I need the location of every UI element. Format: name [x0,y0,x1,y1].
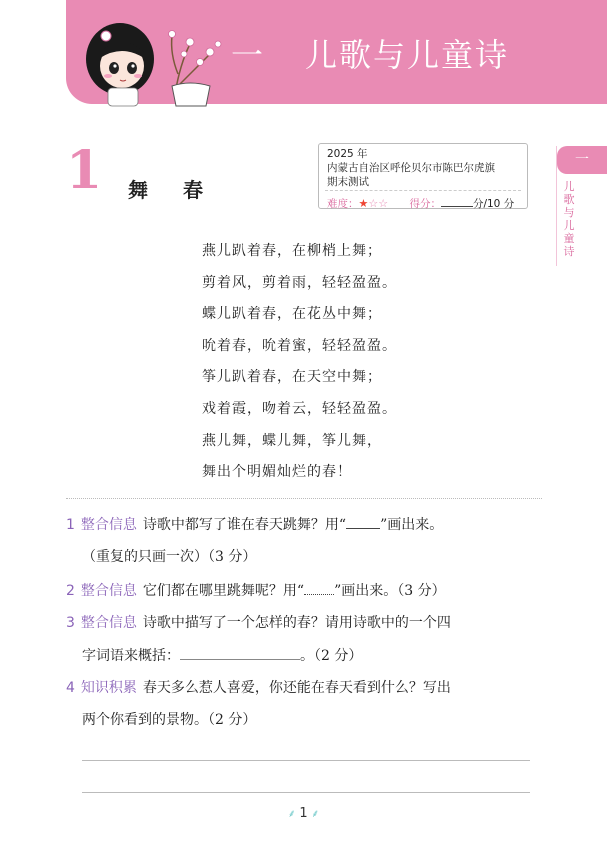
score-blank[interactable] [441,194,473,207]
empty-star-icon: ☆☆ [368,197,389,210]
question-1 [66,514,443,534]
side-tab-unit-title: 儿歌与儿童诗 [563,180,575,258]
question-4 [66,677,451,697]
question-tag: 整合信息 [80,517,137,533]
page-footer [0,806,607,821]
question-number: 2 [66,583,75,599]
question-tag: 整合信息 [80,583,137,599]
answer-line[interactable] [82,760,530,761]
lesson-title: 舞 春 [128,178,217,202]
page-number: 1 [299,806,308,821]
question-text: 它们都在哪里跳舞呢？用“ [142,583,305,599]
score-suffix: 分/10 分 [472,198,515,210]
question-text: 。（2 分） [300,648,363,664]
difficulty-stars: ★ [358,197,369,210]
question-tag: 整合信息 [80,615,137,631]
underline-sample [346,516,380,529]
side-tab-unit-number: 一 [557,146,607,174]
poem-line: 剪着风，剪着雨，轻轻盈盈。 [202,274,397,291]
question-2 [66,580,446,600]
difficulty-label: 难度： [327,198,359,210]
question-3 [66,612,451,632]
question-3-line2 [82,645,362,665]
question-number: 1 [66,517,75,533]
left-ornament-icon: ⸙ [287,807,300,820]
exam-info-box [318,143,528,209]
lesson-number: 1 [66,140,103,201]
right-ornament-icon: ⸙ [307,807,320,820]
poem-line: 燕儿舞，蝶儿舞，筝儿舞， [202,432,382,449]
difficulty-score-row [327,194,523,211]
unit-number: 一 [231,36,264,74]
poem-body [202,240,397,493]
poem-line: 舞出个明媚灿烂的春！ [202,464,352,481]
poem-line: 燕儿趴着春，在柳梢上舞； [202,243,382,259]
exam-type: 期末测试 [327,176,369,188]
poem-line: 戏着霞，吻着云，轻轻盈盈。 [202,400,397,417]
question-number: 4 [66,680,75,696]
question-text: 诗歌中都写了谁在春天跳舞？用“ [142,517,347,533]
poem-line: 筝儿趴着春，在天空中舞； [202,369,382,386]
exam-location: 内蒙古自治区呼伦贝尔市陈巴尔虎旗 [327,162,495,174]
question-tag: 知识积累 [80,680,137,696]
section-divider [66,498,542,499]
question-text: 诗歌中描写了一个怎样的春？请用诗歌中的一个四 [142,615,451,631]
info-divider [325,190,521,191]
answer-blank[interactable] [180,647,300,660]
wavy-line-sample [304,582,334,595]
question-number: 3 [66,615,75,631]
question-text: ”画出来。（3 分） [334,583,446,599]
unit-title: 儿歌与儿童诗 [305,36,510,74]
question-text: 春天多么惹人喜爱，你还能在春天看到什么？写出 [142,680,451,696]
score-label: 得分： [409,198,441,210]
girl-mascot-illustration [80,14,230,109]
answer-line[interactable] [82,792,530,793]
question-text: ”画出来。 [380,517,444,533]
exam-year: 2025 年 [327,148,368,160]
poem-line: 吮着春，吮着蜜，轻轻盈盈。 [202,337,397,354]
question-text: 字词语来概括： [82,648,180,664]
question-4-line2: 两个你看到的景物。（2 分） [82,712,257,728]
poem-line: 蝶儿趴着春，在花丛中舞； [202,306,382,323]
question-1-line2: （重复的只画一次）（3 分） [82,549,257,565]
